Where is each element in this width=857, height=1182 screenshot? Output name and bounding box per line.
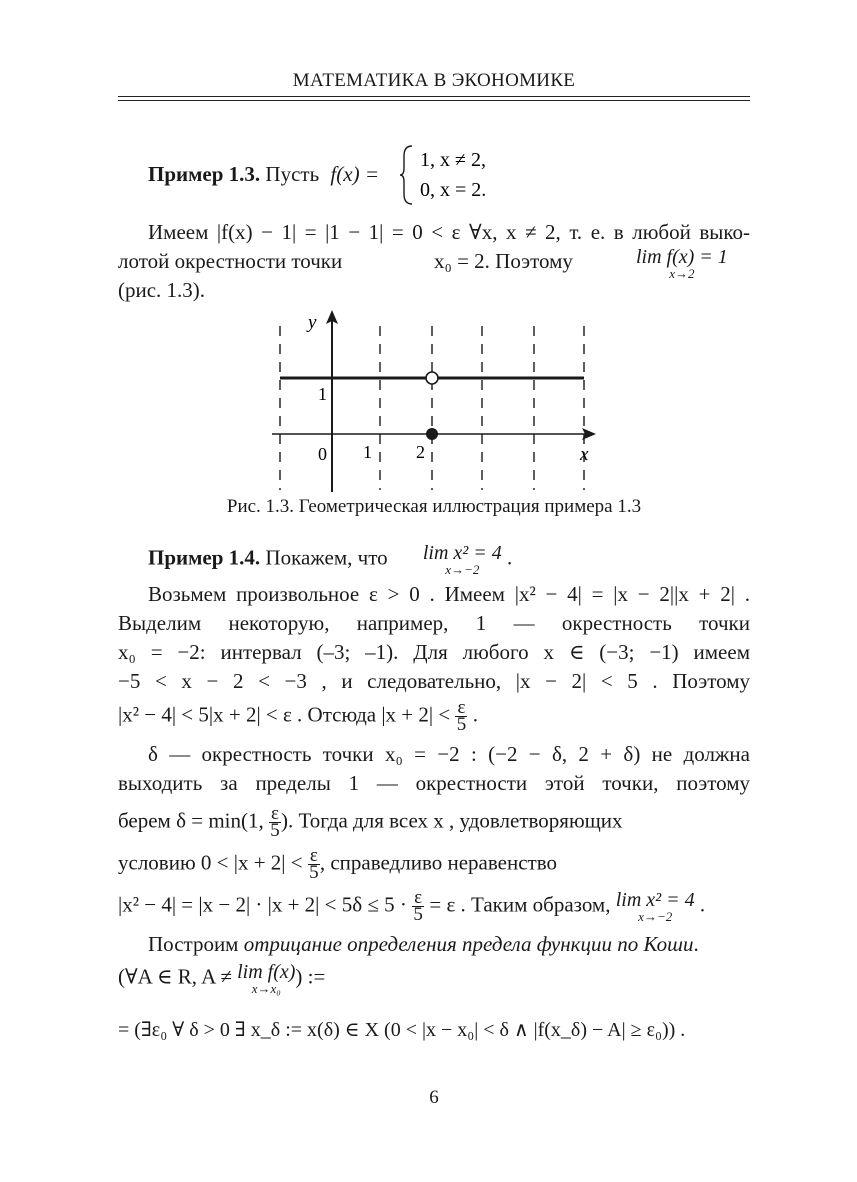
header-rule-bottom [118,100,750,101]
fraction-eps-5 [455,697,467,735]
tick-y-1: 1 [318,384,327,404]
case-2: 0, x = 2. [420,179,487,201]
limit-body: lim x² = 4 [422,542,502,564]
forall-a-text: (∀A ∈ R, A ≠ [118,964,232,989]
y-axis-label: y [308,312,317,333]
para-limit-line-2 [118,247,750,279]
line-condition [118,845,750,892]
line-interval: x₀ = −2: интервал (–3; –1). Для любого x ∈ (−3; −1) имеем [118,640,750,664]
piecewise-system [400,144,530,211]
brace-icon [400,146,412,204]
limit-sub: x→x₀ [251,981,281,996]
header-rule-top [118,96,750,97]
figure-1-3 [270,308,610,496]
limit-sub: x→2 [669,266,695,281]
frac-num: ε [414,887,423,908]
frac-num: ε [309,845,318,866]
frac-den: 5 [309,862,319,883]
open-point [426,372,438,384]
tick-x-2: 2 [416,442,425,462]
hence-text: |x² − 4| < 5|x + 2| < ε . Отсюда |x + 2| < [118,702,451,727]
condition-tail: , справедливо неравенство [319,850,557,875]
limit-body: lim f(x) = 1 [636,246,728,268]
line-forall-a [118,962,750,1004]
running-header: МАТЕМАТИКА В ЭКОНОМИКЕ [292,70,576,91]
example-1-4-statement [118,543,750,577]
fraction-eps-5 [269,803,281,841]
para-limit-line-3: (рис. 1.3). [118,278,206,302]
condition-text: условию 0 < |x + 2| < [118,850,303,875]
line-negation: Построим отрицание определения предела функции по Коши. [148,932,699,956]
limit-sub: x→−2 [638,909,673,924]
line-inequality: −5 < x − 2 < −3 , и следовательно, |x − 2| < 5 . Поэтому [118,669,750,693]
negation-intro: Построим [148,932,239,956]
para-limit-line-1: Имеем |f(x) − 1| = |1 − 1| = 0 < ε ∀x, x ≠ 2, т. е. в любой выко- [148,220,750,244]
estimate-tail: = ε . Таким образом, [429,892,611,917]
x-axis-label: x [580,444,589,465]
line-hence: |x² − 4| < 5|x + 2| < ε . Отсюда |x + 2| < $\frac{\varepsilon}{5}$ . [118,697,478,735]
example-1-3-intro: Пусть [265,162,320,186]
line-take-eps: Возьмем произвольное ε > 0 . Имеем |x² − 4| = |x − 2||x + 2| . [148,582,750,606]
negation-italic: отрицание определения предела функции по Коши [243,932,694,956]
piecewise-brace [400,144,530,206]
example-1-4-limit [393,543,502,576]
figure-caption: Рис. 1.3. Геометрическая иллюстрация примера 1.3 [226,496,642,517]
para-limit-text: лотой окрестности точки [118,249,343,273]
fraction-eps-5 [308,845,320,883]
line-take-delta [118,803,750,850]
page-number: 6 [429,1087,439,1108]
frac-den: 5 [413,904,423,925]
frac-num: ε [457,697,466,718]
filled-point [426,428,438,440]
frac-den: 5 [270,820,280,841]
frac-num: ε [271,803,279,824]
forall-a-tail: ) := [295,964,326,989]
take-delta-tail: ). Тогда для всех x , удовлетворяющих [280,808,623,833]
limit-body: lim x² = 4 [615,889,695,911]
example-1-4-intro: Покажем, что [265,545,388,570]
line-beyond: выходить за пределы 1 — окрестности этой точки, поэтому [118,771,750,795]
tick-origin: 0 [318,444,327,464]
line-delta-nbhd: δ — окрестность точки x₀ = −2 : (−2 − δ, 2 + δ) не должна [148,742,750,766]
forall-a-limit [237,962,295,995]
line-select: Выделим некоторую, например, 1 — окрестность точки [118,611,750,635]
example-1-4-title: Пример 1.4. [148,545,261,570]
function-def: f(x) = [330,162,379,186]
example-1-3-title: Пример 1.3. [148,162,261,186]
line-estimate: |x² − 4| = |x − 2| · |x + 2| < 5δ ≤ 5 · $\frac{\varepsilon}{5}$ = ε . Таким образом, lim x² = 4 x→−2 . [118,887,706,925]
tick-x-1: 1 [363,442,372,462]
period: . [507,545,513,570]
limit-sub: x→−2 [445,562,480,577]
estimate-limit [616,890,695,923]
take-delta-text: берем δ = min(1, [118,808,264,833]
limit-body: lim f(x) [237,961,296,983]
frac-den: 5 [456,714,467,735]
estimate-text: |x² − 4| = |x − 2| · |x + 2| < 5δ ≤ 5 · [118,892,407,917]
fraction-eps-5 [412,887,424,925]
line-exists-eps: = (∃ε₀ ∀ δ > 0 ∃ x_δ := x(δ) ∈ X (0 < |x − x₀| < δ ∧ |f(x_δ) − A| ≥ ε₀)) . [118,1019,686,1041]
case-1: 1, x ≠ 2, [420,149,486,171]
point-x0: x₀ = 2. Поэтому [434,249,573,273]
